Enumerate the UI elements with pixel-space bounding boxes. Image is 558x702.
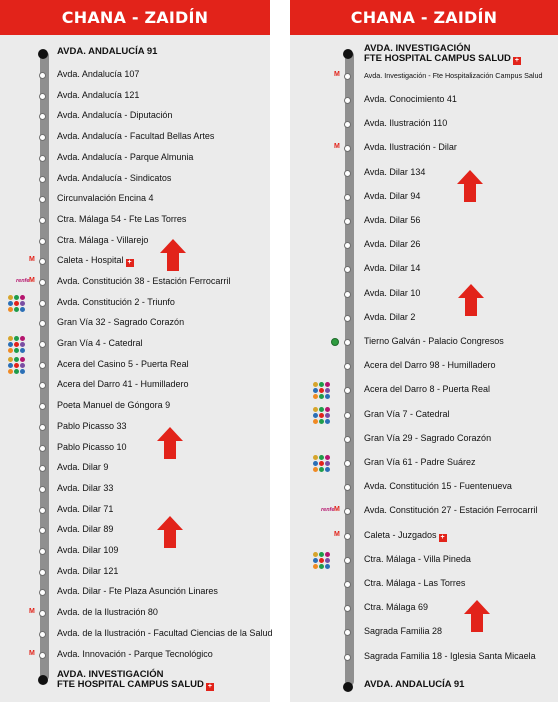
stop-row[interactable] bbox=[0, 108, 270, 126]
stop-row[interactable] bbox=[290, 286, 558, 304]
stop-row[interactable] bbox=[0, 605, 270, 623]
renfe-icon: renfe bbox=[321, 507, 335, 513]
stop-row[interactable] bbox=[0, 295, 270, 313]
stop-name-text: Avda. Constitución 15 - Fuentenueva bbox=[364, 481, 512, 491]
stop-marker bbox=[39, 610, 46, 617]
stop-row[interactable] bbox=[0, 171, 270, 189]
stop-marker bbox=[39, 196, 46, 203]
stop-marker bbox=[39, 548, 46, 555]
stop-marker bbox=[344, 97, 351, 104]
stop-name-text: Avda. Ilustración - Dilar bbox=[364, 142, 457, 152]
stop-row[interactable] bbox=[0, 671, 270, 689]
metro-icon: M bbox=[29, 256, 35, 263]
stop-row[interactable] bbox=[0, 253, 270, 271]
stop-row[interactable] bbox=[290, 649, 558, 667]
stop-name bbox=[57, 46, 157, 57]
stop-row[interactable] bbox=[0, 88, 270, 106]
stop-name bbox=[57, 483, 113, 493]
stop-row[interactable] bbox=[0, 212, 270, 230]
stop-name-text: Avda. Andalucía - Diputación bbox=[57, 110, 173, 120]
stop-name-text: Avda. Dilar 71 bbox=[57, 504, 114, 514]
stop-name bbox=[364, 651, 536, 661]
stop-marker bbox=[344, 412, 351, 419]
stop-name bbox=[364, 191, 420, 201]
stop-name-text: Caleta - Juzgados bbox=[364, 530, 437, 540]
stop-marker bbox=[39, 238, 46, 245]
stop-name-text: Gran Vía 32 - Sagrado Corazón bbox=[57, 317, 185, 327]
metro-icon: M bbox=[29, 650, 35, 657]
stop-name-text: Avda. Ilustración 110 bbox=[364, 118, 448, 128]
stop-name bbox=[57, 628, 272, 638]
stop-marker bbox=[344, 339, 351, 346]
stop-marker bbox=[344, 363, 351, 370]
stop-name-text: Caleta - Hospital bbox=[57, 255, 124, 265]
stop-name bbox=[364, 578, 465, 588]
stop-name-text: Avda. Innovación - Parque Tecnológico bbox=[57, 649, 213, 659]
stop-name-text: Avda. Constitución 38 - Estación Ferrocarril bbox=[57, 276, 231, 286]
stop-marker bbox=[39, 507, 46, 514]
bus-lines-icon bbox=[313, 407, 335, 423]
stop-name bbox=[364, 505, 537, 515]
stop-name-text: Gran Vía 29 - Sagrado Corazón bbox=[364, 433, 492, 443]
stop-name-line1: AVDA. INVESTIGACIÓN bbox=[364, 43, 471, 54]
stop-row[interactable] bbox=[290, 503, 558, 521]
stop-row[interactable] bbox=[290, 261, 558, 279]
stop-marker bbox=[39, 403, 46, 410]
stop-row[interactable] bbox=[290, 407, 558, 425]
terminal-stop-marker bbox=[343, 682, 353, 692]
stop-name-text: Gran Vía 61 - Padre Suárez bbox=[364, 457, 476, 467]
stop-name-text: Circunvalación Encina 4 bbox=[57, 193, 154, 203]
stop-name bbox=[364, 142, 457, 152]
stop-name-text: Poeta Manuel de Góngora 9 bbox=[57, 400, 171, 410]
stop-marker bbox=[344, 145, 351, 152]
stop-marker bbox=[39, 93, 46, 100]
stop-name bbox=[57, 566, 118, 576]
metro-icon: M bbox=[334, 506, 340, 513]
stop-row[interactable] bbox=[290, 116, 558, 134]
stop-marker bbox=[39, 382, 46, 389]
stop-name-line2 bbox=[364, 54, 521, 65]
stop-marker bbox=[344, 242, 351, 249]
stop-name bbox=[57, 235, 148, 245]
stop-row[interactable] bbox=[290, 334, 558, 352]
stop-name-text: Pablo Picasso 33 bbox=[57, 421, 127, 431]
terminal-stop-marker bbox=[38, 675, 48, 685]
stop-row[interactable] bbox=[290, 68, 558, 86]
stop-marker bbox=[39, 589, 46, 596]
stop-marker bbox=[344, 460, 351, 467]
stop-name-text: Avda. Constitución 2 - Triunfo bbox=[57, 297, 175, 307]
stop-marker bbox=[344, 121, 351, 128]
stop-row[interactable] bbox=[0, 377, 270, 395]
stop-row[interactable] bbox=[290, 528, 558, 546]
stop-name-text: Acera del Darro 98 - Humilladero bbox=[364, 360, 496, 370]
bus-lines-icon bbox=[313, 552, 335, 568]
stop-name-line2 bbox=[57, 680, 214, 691]
stop-name-text: Avda. Conocimiento 41 bbox=[364, 94, 457, 104]
stop-row[interactable] bbox=[290, 237, 558, 255]
stop-row[interactable] bbox=[0, 522, 270, 540]
stop-name bbox=[364, 94, 457, 104]
stop-name-text: Avda. Andalucía 107 bbox=[57, 69, 140, 79]
stop-row[interactable] bbox=[0, 129, 270, 147]
stop-name bbox=[364, 312, 415, 322]
stop-row[interactable] bbox=[290, 310, 558, 328]
stop-name bbox=[57, 607, 158, 617]
stop-name-text: Avda. Dilar 134 bbox=[364, 167, 426, 177]
stop-row[interactable] bbox=[290, 45, 558, 63]
stop-row[interactable] bbox=[0, 315, 270, 333]
stop-name-text: Avda. Andalucía 121 bbox=[57, 90, 140, 100]
stop-marker bbox=[39, 465, 46, 472]
stop-row[interactable] bbox=[290, 576, 558, 594]
stop-name bbox=[364, 336, 504, 346]
stop-marker bbox=[344, 605, 351, 612]
stop-row[interactable] bbox=[290, 455, 558, 473]
stop-name-text: Avda. Andalucía - Sindicatos bbox=[57, 173, 172, 183]
stop-name-text: Avda. Dilar 89 bbox=[57, 524, 114, 534]
stop-name bbox=[364, 433, 491, 443]
stop-name bbox=[57, 110, 172, 120]
stop-row[interactable] bbox=[290, 165, 558, 183]
stop-name bbox=[57, 152, 193, 162]
metro-icon: M bbox=[334, 143, 340, 150]
stop-name-text: Sagrada Familia 18 - Iglesia Santa Micaela bbox=[364, 651, 536, 661]
direction-arrow-up-icon bbox=[462, 598, 492, 634]
stop-name bbox=[57, 214, 186, 224]
stop-marker bbox=[39, 486, 46, 493]
stop-name-text: Avda. Constitución 27 - Estación Ferrocarril bbox=[364, 505, 538, 515]
stop-row[interactable] bbox=[290, 189, 558, 207]
stop-marker bbox=[39, 134, 46, 141]
stop-row[interactable] bbox=[0, 419, 270, 437]
stop-name bbox=[57, 379, 189, 389]
stop-marker bbox=[39, 424, 46, 431]
direction-arrow-up-icon bbox=[456, 282, 486, 318]
stop-name-line1: AVDA. INVESTIGACIÓN bbox=[57, 669, 164, 680]
direction-arrow-up-icon bbox=[455, 168, 485, 204]
stop-name-text: Ctra. Málaga - Villarejo bbox=[57, 235, 149, 245]
stop-name bbox=[364, 409, 450, 419]
hospital-cross-icon: + bbox=[440, 534, 445, 541]
stop-name bbox=[364, 554, 471, 564]
stop-marker bbox=[344, 387, 351, 394]
stop-row[interactable] bbox=[290, 479, 558, 497]
stop-marker bbox=[344, 315, 351, 322]
stop-name bbox=[57, 524, 113, 534]
bus-lines-icon bbox=[8, 295, 30, 311]
stop-row[interactable] bbox=[290, 382, 558, 400]
direction-arrow-up-icon bbox=[155, 425, 185, 461]
stop-row[interactable] bbox=[290, 213, 558, 231]
stop-name bbox=[57, 90, 139, 100]
left-route-title: CHANA - ZAIDÍN bbox=[0, 0, 270, 35]
stop-row[interactable] bbox=[0, 502, 270, 520]
stop-name-text: Avda. Dilar 14 bbox=[364, 263, 421, 273]
stop-name-text: Ctra. Málaga - Las Torres bbox=[364, 578, 466, 588]
stop-marker bbox=[344, 557, 351, 564]
stop-name bbox=[57, 359, 189, 369]
stop-marker bbox=[344, 533, 351, 540]
stop-name-text: Avda. Dilar 94 bbox=[364, 191, 421, 201]
stop-name-text: Pablo Picasso 10 bbox=[57, 442, 127, 452]
stop-name bbox=[364, 602, 428, 612]
direction-arrow-up-icon bbox=[158, 237, 188, 273]
stop-marker bbox=[344, 266, 351, 273]
stop-row[interactable] bbox=[0, 150, 270, 168]
stop-marker bbox=[344, 73, 351, 80]
stop-row[interactable] bbox=[0, 481, 270, 499]
stop-row[interactable] bbox=[290, 600, 558, 618]
stop-name-text: Avda. Dilar 33 bbox=[57, 483, 114, 493]
stop-name-text: Avda. Andalucía - Facultad Bellas Artes bbox=[57, 131, 215, 141]
hospital-cross-icon: + bbox=[127, 259, 132, 266]
stop-row[interactable] bbox=[290, 358, 558, 376]
stop-name bbox=[364, 530, 447, 542]
metro-stop-badge-icon bbox=[331, 338, 339, 346]
stop-name bbox=[364, 71, 542, 80]
stop-row[interactable] bbox=[0, 647, 270, 665]
stop-name-text: Acera del Casino 5 - Puerta Real bbox=[57, 359, 189, 369]
stop-row[interactable] bbox=[0, 440, 270, 458]
stop-name-text: Acera del Darro 41 - Humilladero bbox=[57, 379, 189, 389]
stop-row[interactable] bbox=[0, 336, 270, 354]
stop-row[interactable] bbox=[0, 626, 273, 644]
stop-marker bbox=[39, 217, 46, 224]
stop-name bbox=[364, 679, 464, 690]
stop-row[interactable] bbox=[290, 552, 558, 570]
stop-marker bbox=[39, 155, 46, 162]
hospital-cross-icon: + bbox=[207, 683, 212, 690]
bus-lines-icon bbox=[8, 336, 30, 352]
metro-icon: M bbox=[334, 531, 340, 538]
metro-icon: M bbox=[29, 277, 35, 284]
stop-name-text: Sagrada Familia 28 bbox=[364, 626, 443, 636]
stop-marker bbox=[344, 218, 351, 225]
stop-name bbox=[57, 462, 108, 472]
bus-lines-icon bbox=[313, 382, 335, 398]
stop-name bbox=[57, 276, 230, 286]
stop-name-text: Acera del Darro 8 - Puerta Real bbox=[364, 384, 491, 394]
stop-row[interactable] bbox=[290, 431, 558, 449]
stop-row[interactable] bbox=[0, 564, 270, 582]
stop-name bbox=[364, 263, 420, 273]
stop-marker bbox=[39, 652, 46, 659]
stop-name-text: Avda. Dilar 2 bbox=[364, 312, 416, 322]
bus-lines-icon bbox=[313, 455, 335, 471]
stop-row[interactable] bbox=[0, 191, 270, 209]
stop-name bbox=[57, 173, 171, 183]
stop-row[interactable] bbox=[0, 274, 270, 292]
stop-marker bbox=[39, 300, 46, 307]
stop-name-text: Avda. de la Ilustración - Facultad Ciencias de la Salud bbox=[57, 628, 273, 638]
stop-name-text: Avda. Dilar - Fte Plaza Asunción Linares bbox=[57, 586, 218, 596]
stop-name bbox=[57, 545, 118, 555]
stop-name bbox=[57, 504, 113, 514]
stop-name-text: Avda. Andalucía - Parque Almunia bbox=[57, 152, 194, 162]
stop-row[interactable] bbox=[0, 67, 270, 85]
stop-name-text: Avda. Dilar 56 bbox=[364, 215, 421, 225]
stop-name bbox=[57, 442, 127, 452]
right-stop-list bbox=[290, 35, 558, 702]
stop-marker bbox=[39, 527, 46, 534]
metro-icon: M bbox=[334, 71, 340, 78]
right-route-panel bbox=[290, 0, 558, 702]
right-route-title: CHANA - ZAIDÍN bbox=[290, 0, 558, 35]
stop-name bbox=[57, 317, 184, 327]
stop-row[interactable] bbox=[0, 357, 270, 375]
stop-name bbox=[364, 44, 521, 65]
stop-name bbox=[57, 69, 139, 79]
stop-name-text: Avda. Dilar 10 bbox=[364, 288, 421, 298]
stop-name bbox=[364, 167, 425, 177]
stop-marker bbox=[39, 176, 46, 183]
stop-marker bbox=[39, 258, 46, 265]
stop-row[interactable] bbox=[0, 233, 270, 251]
stop-name bbox=[364, 626, 442, 636]
stop-marker bbox=[344, 170, 351, 177]
stop-name bbox=[57, 193, 154, 203]
stop-marker bbox=[344, 484, 351, 491]
stop-name-text: AVDA. ANDALUCÍA 91 bbox=[364, 679, 465, 690]
stop-name bbox=[57, 131, 214, 141]
stop-marker bbox=[39, 341, 46, 348]
stop-name-text: Ctra. Málaga - Villa Pineda bbox=[364, 554, 471, 564]
stop-marker bbox=[39, 569, 46, 576]
stop-name bbox=[57, 297, 175, 307]
stop-marker bbox=[39, 320, 46, 327]
renfe-icon: renfe bbox=[16, 278, 30, 284]
stop-marker bbox=[344, 654, 351, 661]
stop-name bbox=[364, 118, 447, 128]
stop-name bbox=[57, 255, 134, 267]
stop-name-text: Ctra. Málaga 69 bbox=[364, 602, 429, 612]
left-route-panel bbox=[0, 0, 273, 702]
stop-row[interactable] bbox=[0, 584, 270, 602]
stop-name bbox=[364, 288, 420, 298]
stop-name bbox=[57, 670, 214, 691]
stop-marker bbox=[344, 436, 351, 443]
stop-row[interactable] bbox=[0, 543, 270, 561]
stop-name bbox=[364, 360, 496, 370]
stop-name-text: Gran Vía 4 - Catedral bbox=[57, 338, 143, 348]
stop-name bbox=[364, 239, 420, 249]
stop-name-text: Avda. Dilar 26 bbox=[364, 239, 421, 249]
stop-name-text: Avda. Dilar 121 bbox=[57, 566, 119, 576]
stop-marker bbox=[344, 629, 351, 636]
stop-name bbox=[57, 338, 143, 348]
stop-row[interactable] bbox=[0, 45, 270, 63]
metro-icon: M bbox=[29, 608, 35, 615]
stop-name bbox=[364, 457, 476, 467]
stop-row[interactable] bbox=[0, 398, 270, 416]
stop-name bbox=[57, 421, 127, 431]
stop-name-line2-text: FTE HOSPITAL CAMPUS SALUD bbox=[57, 679, 204, 690]
stop-name-line2-text: FTE HOSPITAL CAMPUS SALUD bbox=[364, 53, 511, 64]
stop-name-text: Gran Vía 7 - Catedral bbox=[364, 409, 450, 419]
stop-marker bbox=[39, 113, 46, 120]
terminal-stop-marker bbox=[38, 49, 48, 59]
stop-marker bbox=[344, 581, 351, 588]
stop-marker bbox=[39, 72, 46, 79]
stop-row[interactable] bbox=[290, 624, 558, 642]
stop-name-text: Tierno Galván - Palacio Congresos bbox=[364, 336, 504, 346]
stop-name bbox=[57, 649, 213, 659]
stop-name bbox=[57, 400, 170, 410]
left-stop-list bbox=[0, 35, 273, 702]
stop-marker bbox=[39, 362, 46, 369]
stop-row[interactable] bbox=[0, 460, 270, 478]
stop-row[interactable] bbox=[290, 140, 558, 158]
stop-marker bbox=[39, 445, 46, 452]
stop-name bbox=[364, 384, 490, 394]
stop-row[interactable] bbox=[290, 92, 558, 110]
hospital-cross-icon: + bbox=[514, 57, 519, 64]
stop-marker bbox=[344, 194, 351, 201]
stop-marker bbox=[39, 631, 46, 638]
terminal-stop-marker bbox=[343, 49, 353, 59]
stop-marker bbox=[344, 291, 351, 298]
stop-name-text: Avda. Investigación - Fte Hospitalización Campus Salud bbox=[364, 71, 543, 80]
direction-arrow-up-icon bbox=[155, 514, 185, 550]
stop-marker bbox=[39, 279, 46, 286]
stop-row[interactable] bbox=[290, 678, 558, 696]
stop-name-text: Avda. de la Ilustración 80 bbox=[57, 607, 158, 617]
stop-name-text: Ctra. Málaga 54 - Fte Las Torres bbox=[57, 214, 187, 224]
stop-name bbox=[57, 586, 218, 596]
bus-lines-icon bbox=[8, 357, 30, 373]
stop-name-text: Avda. Dilar 9 bbox=[57, 462, 109, 472]
stop-name-text: Avda. Dilar 109 bbox=[57, 545, 119, 555]
stop-marker bbox=[344, 508, 351, 515]
stop-name bbox=[364, 481, 512, 491]
stop-name bbox=[364, 215, 420, 225]
stop-name-text: AVDA. ANDALUCÍA 91 bbox=[57, 46, 158, 57]
